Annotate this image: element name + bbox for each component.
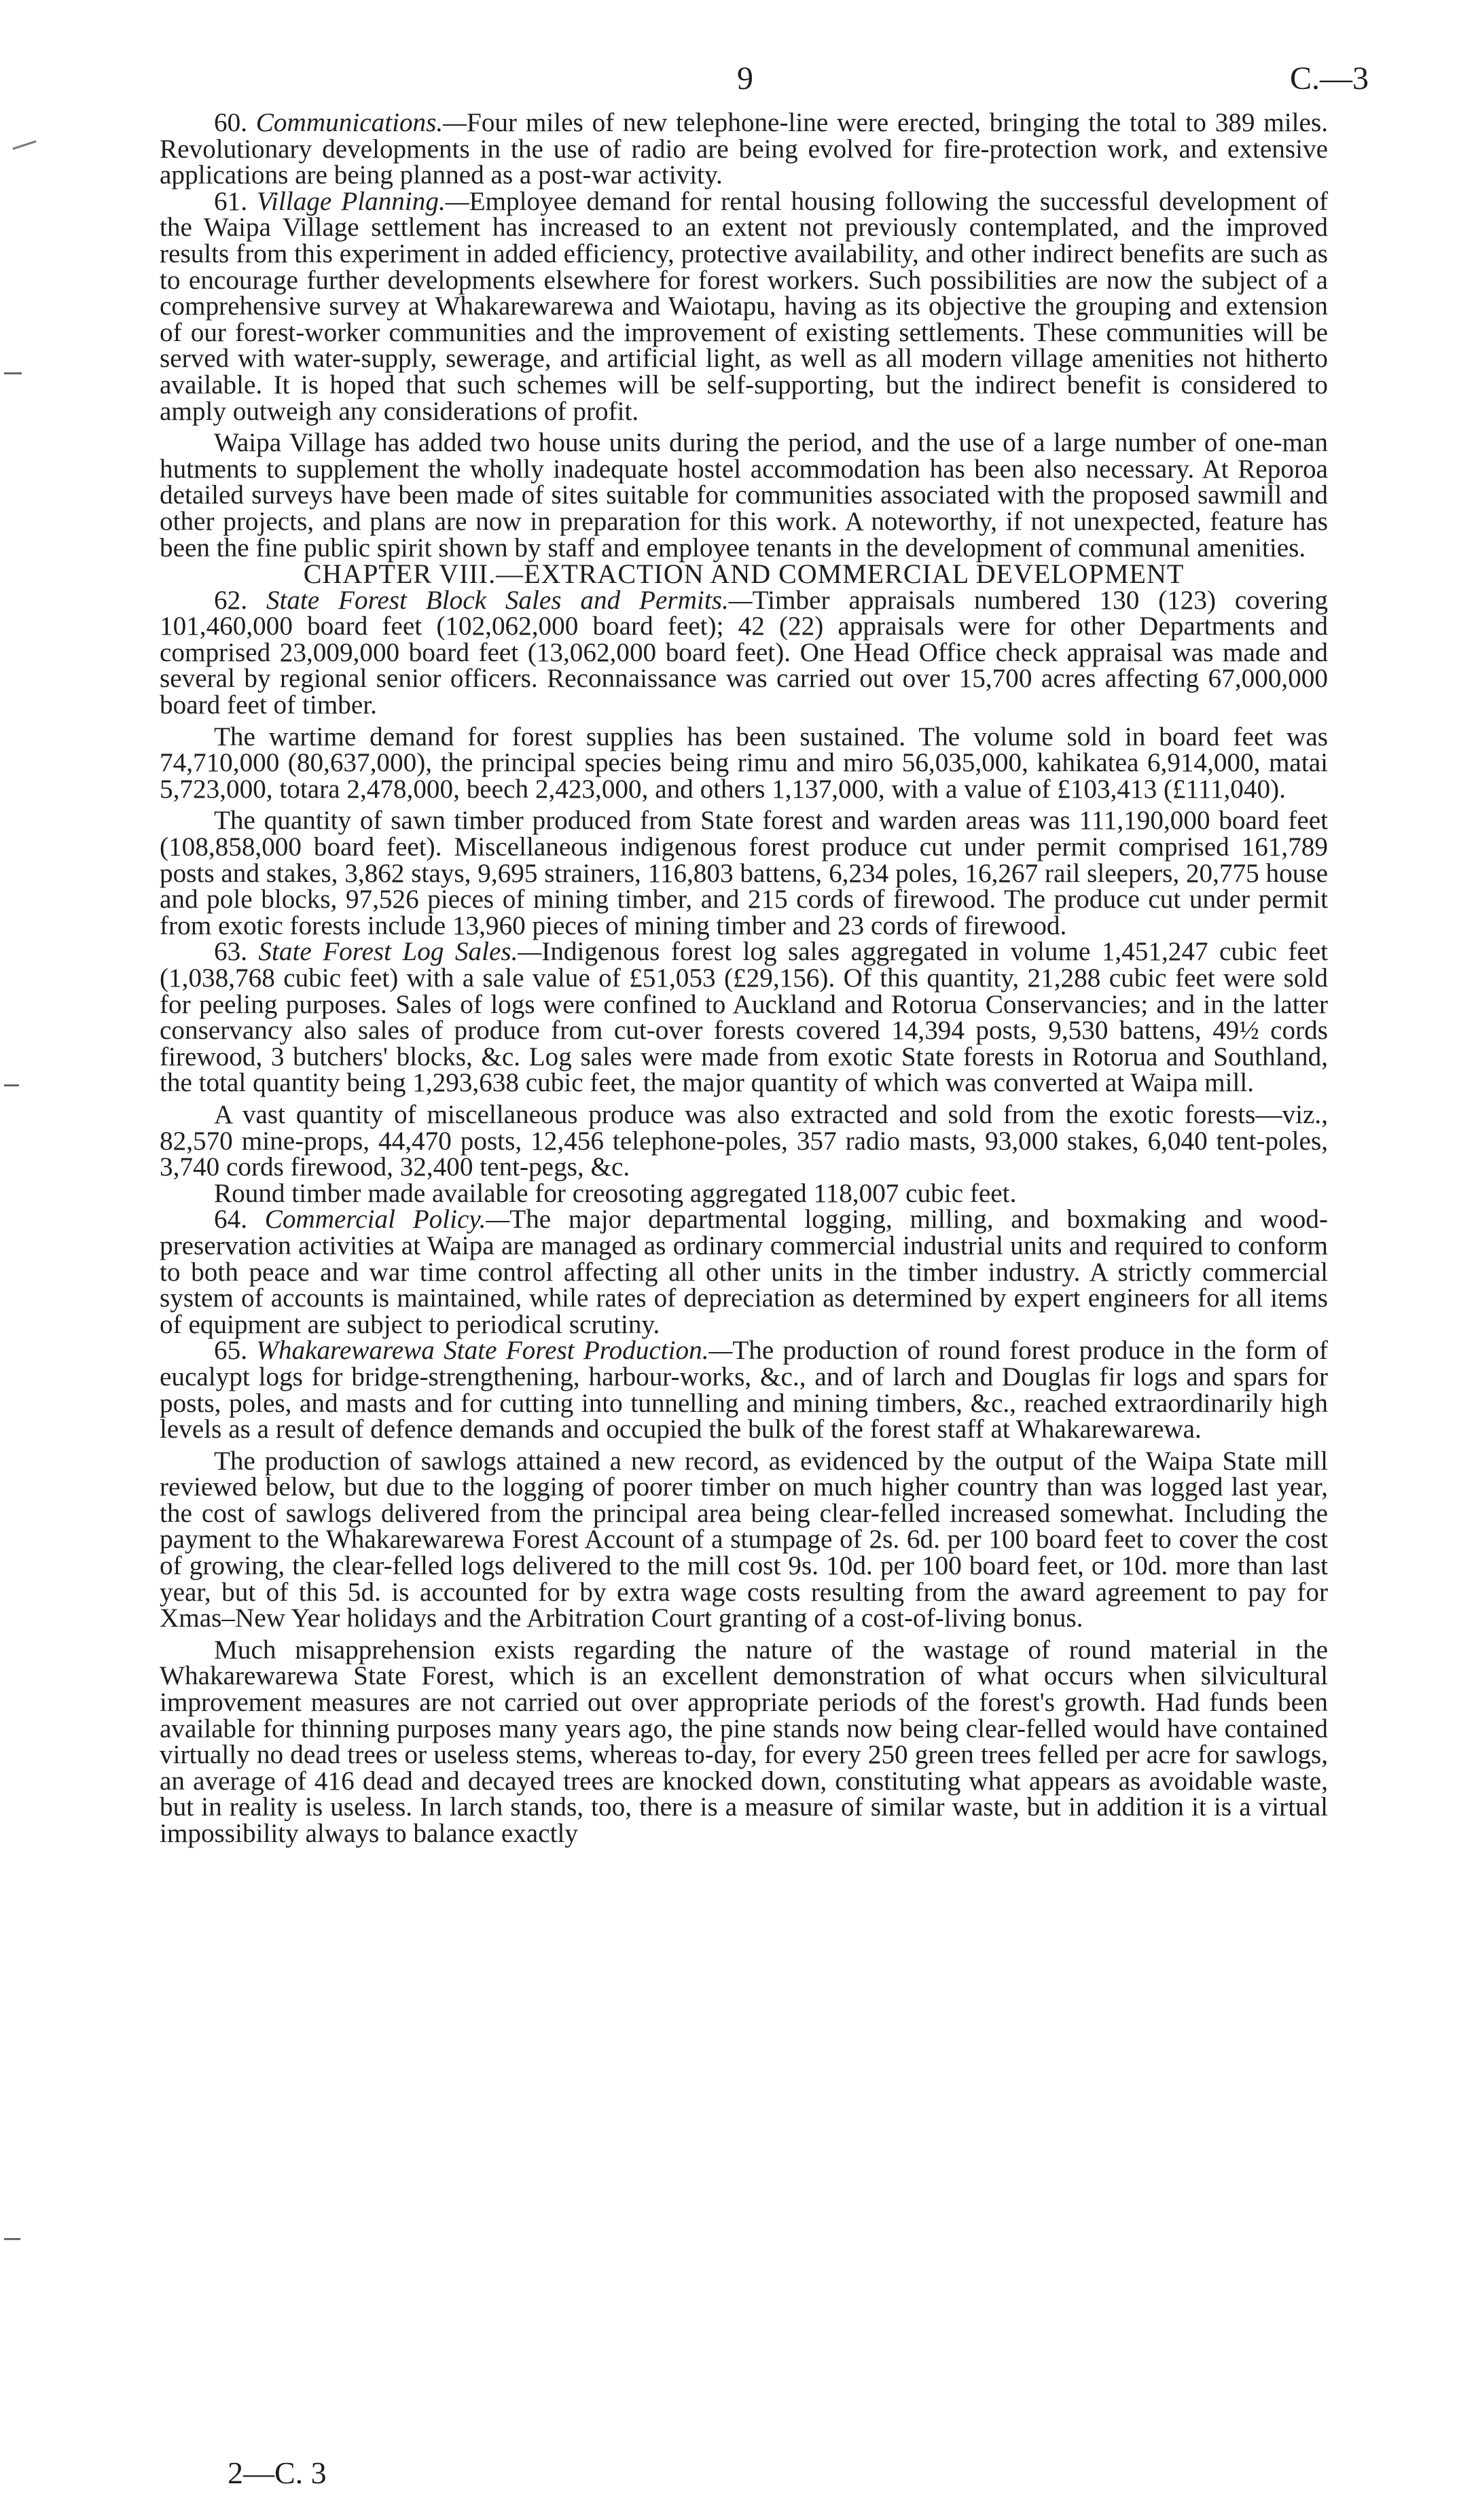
section-heading: Whakarewarewa State Forest Production.— [256, 1336, 733, 1366]
section-number: 61. [214, 186, 247, 216]
margin-mark [4, 2238, 20, 2240]
section-number: 62. [214, 585, 247, 615]
paragraph-65-continued-2: Much misapprehension exists regarding the nature of the wastage of round material in the Whakarewarewa State Forest, which is an excellent demonstration of what occurs when silvicultural improvement measures are not carried out over appropriate periods of the forest's growth. Had funds been available for thinning purposes many years ago, the pine stands now being clear-felled would have contained virtually no dead trees or useless stems, whereas to-day, for every 250 green trees felled per acre for sawlogs, an average of 416 dead and decayed trees are knocked down, constituting what appears as avoidable waste, but in reality is useless. In larch stands, too, there is a measure of similar waste, but in addition it is a virtual impossibility always to balance exactly [160, 1635, 1328, 1848]
margin-mark [4, 372, 22, 374]
paragraph-61 [160, 186, 1329, 426]
paragraph-62-continued-2: The quantity of sawn timber produced from State forest and warden areas was 111,190,000 board feet (108,858,000 board feet). Miscellaneous indigenous forest produce cut under permit comprised 161,789 posts and stakes, 3,862 stays, 9,695 strainers, 116,803 battens, 6,234 poles, 16,267 rail sleepers, 20,775 house and pole blocks, 97,526 pieces of mining timber, and 215 cords of firewood. The produce cut under permit from exotic forests include 13,960 pieces of mining timber and 23 cords of firewood. [160, 806, 1328, 940]
document-reference: C.—3 [1289, 60, 1369, 96]
paragraph-65 [160, 1338, 1328, 1442]
section-heading: Village Planning.— [257, 186, 469, 216]
section-text: The production of round forest produce in the form of eucalypt logs for bridge-strengthening, harbour-works, &c., and of larch and Douglas fir logs and spars for posts, poles, and masts and for cutting into tunnelling and mining timbers, &c., reached extraordinarily high levels as a result of defence demands and occupied the bulk of the forest staff at Whakarewarewa. [160, 1336, 1328, 1444]
paragraph-63 [160, 939, 1328, 1097]
margin-mark [4, 1084, 19, 1086]
footer-signature: 2—C. 3 [228, 2455, 327, 2490]
section-text: The major departmental logging, milling, and boxmaking and wood-preservation activities at Waipa are managed as ordinary commercial industrial units and required to conform to both peace and war time control affecting all other units in the timber industry. A strictly commercial system of accounts is maintained, while rates of depreciation as determined by expert engineers for all items of equipment are subject to periodical scrutiny. [160, 1205, 1328, 1339]
section-heading: State Forest Log Sales.— [258, 937, 542, 967]
paragraph-63-continued: A vast quantity of miscellaneous produce was also extracted and sold from the exotic forests—viz., 82,570 mine-props, 44,470 posts, 12,456 telephone-poles, 357 radio masts, 93,000 stakes, 6,040 tent-poles, 3,740 cords firewood, 32,400 tent-pegs, &c. [160, 1099, 1328, 1182]
section-text: Four miles of new telephone-line were erected, bringing the total to 389 miles. Revolutionary developments in the use of radio are being evolved for fire-protection work, and extensive applications are being planned as a post-war activity. [160, 108, 1328, 190]
section-text: Timber appraisals numbered 130 (123) covering 101,460,000 board feet (102,062,000 board feet); 42 (22) appraisals were for other Departments and comprised 23,009,000 board feet (13,062,000 board feet). One Head Office check appraisal was made and several by regional senior officers. Reconnaissance was carried out over 15,700 acres affecting 67,000,000 board feet of timber. [160, 585, 1328, 720]
paragraph-62-continued: The wartime demand for forest supplies has been sustained. The volume sold in board feet was 74,710,000 (80,637,000), the principal species being rimu and miro 56,035,000, kahikatea 6,914,000, matai 5,723,000, totara 2,478,000, beech 2,423,000, and others 1,137,000, with a value of £103,413 (£111,040). [160, 722, 1328, 804]
section-heading: Commercial Policy.— [264, 1205, 510, 1235]
section-number: 60. [214, 108, 247, 137]
section-number: 63. [214, 937, 247, 967]
section-number: 65. [214, 1336, 247, 1366]
section-number: 64. [214, 1205, 247, 1235]
paragraph-64 [160, 1207, 1328, 1338]
section-heading: Communications.— [255, 108, 467, 137]
chapter-title: CHAPTER VIII.—EXTRACTION AND COMMERCIAL DEVELOPMENT [303, 558, 1185, 590]
page-number: 9 [737, 60, 753, 96]
paragraph-62 [160, 585, 1328, 720]
paragraph-65-continued: The production of sawlogs attained a new record, as evidenced by the output of the Waipa State mill reviewed below, but due to the logging of poorer timber on much higher country than was logged last year, the cost of sawlogs delivered from the principal area being clear-felled increased somewhat. Including the payment to the Whakarewarewa Forest Account of a stumpage of 2s. 6d. per 100 board feet to cover the cost of growing, the clear-felled logs delivered to the mill cost 9s. 10d. per 100 board feet, or 10d. more than last year, but of this 5d. is accounted for by extra wage costs resulting from the award agreement to pay for Xmas–New Year holidays and the Arbitration Court granting of a cost-of-living bonus. [160, 1446, 1328, 1633]
section-text: Employee demand for rental housing following the successful development of the Waipa Village settlement has increased to an extent not previously contemplated, and the improved results from this experiment in added efficiency, protective availability, and other indirect benefits are such as to encourage further developments elsewhere for forest workers. Such possibilities are now the subject of a comprehensive survey at Whakarewarewa and Waiotapu, having as its objective the grouping and extension of our forest-worker communities and the improvement of existing settlements. These communities will be served with water-supply, sewerage, and artificial light, as well as all modern village amenities not hitherto available. It is hoped that such schemes will be self-supporting, but the indirect benefit is considered to amply outweigh any considerations of profit. [160, 186, 1329, 426]
paragraph-60 [160, 110, 1328, 189]
section-text: Indigenous forest log sales aggregated in volume 1,451,247 cubic feet (1,038,768 cubic feet) with a sale value of £51,053 (£29,156). Of this quantity, 21,288 cubic feet were sold for peeling purposes. Sales of logs were confined to Auckland and Rotorua Conservancies; and in the latter conservancy also sales of produce from cut-over forests covered 14,394 posts, 9,530 battens, 49½ cords firewood, 3 butchers' blocks, &c. Log sales were made from exotic State forests in Rotorua and Southland, the total quantity being 1,293,638 cubic feet, the major quantity of which was converted at Waipa mill. [160, 937, 1328, 1098]
margin-mark [12, 141, 36, 150]
paragraph-61-continued: Waipa Village has added two house units during the period, and the use of a large number of one-man hutments to supplement the wholly inadequate hostel accommodation has been also necessary. At Reporoa detailed surveys have been made of sites suitable for communities associated with the proposed sawmill and other projects, and plans are now in preparation for this work. A noteworthy, if not unexpected, feature has been the fine public spirit shown by staff and employee tenants in the development of communal amenities. [160, 428, 1328, 563]
section-heading: State Forest Block Sales and Permits.— [266, 585, 753, 615]
body-text [160, 110, 1328, 1847]
paragraph-63-continued-2: Round timber made available for creosoting aggregated 118,007 cubic feet. [214, 1178, 1017, 1208]
